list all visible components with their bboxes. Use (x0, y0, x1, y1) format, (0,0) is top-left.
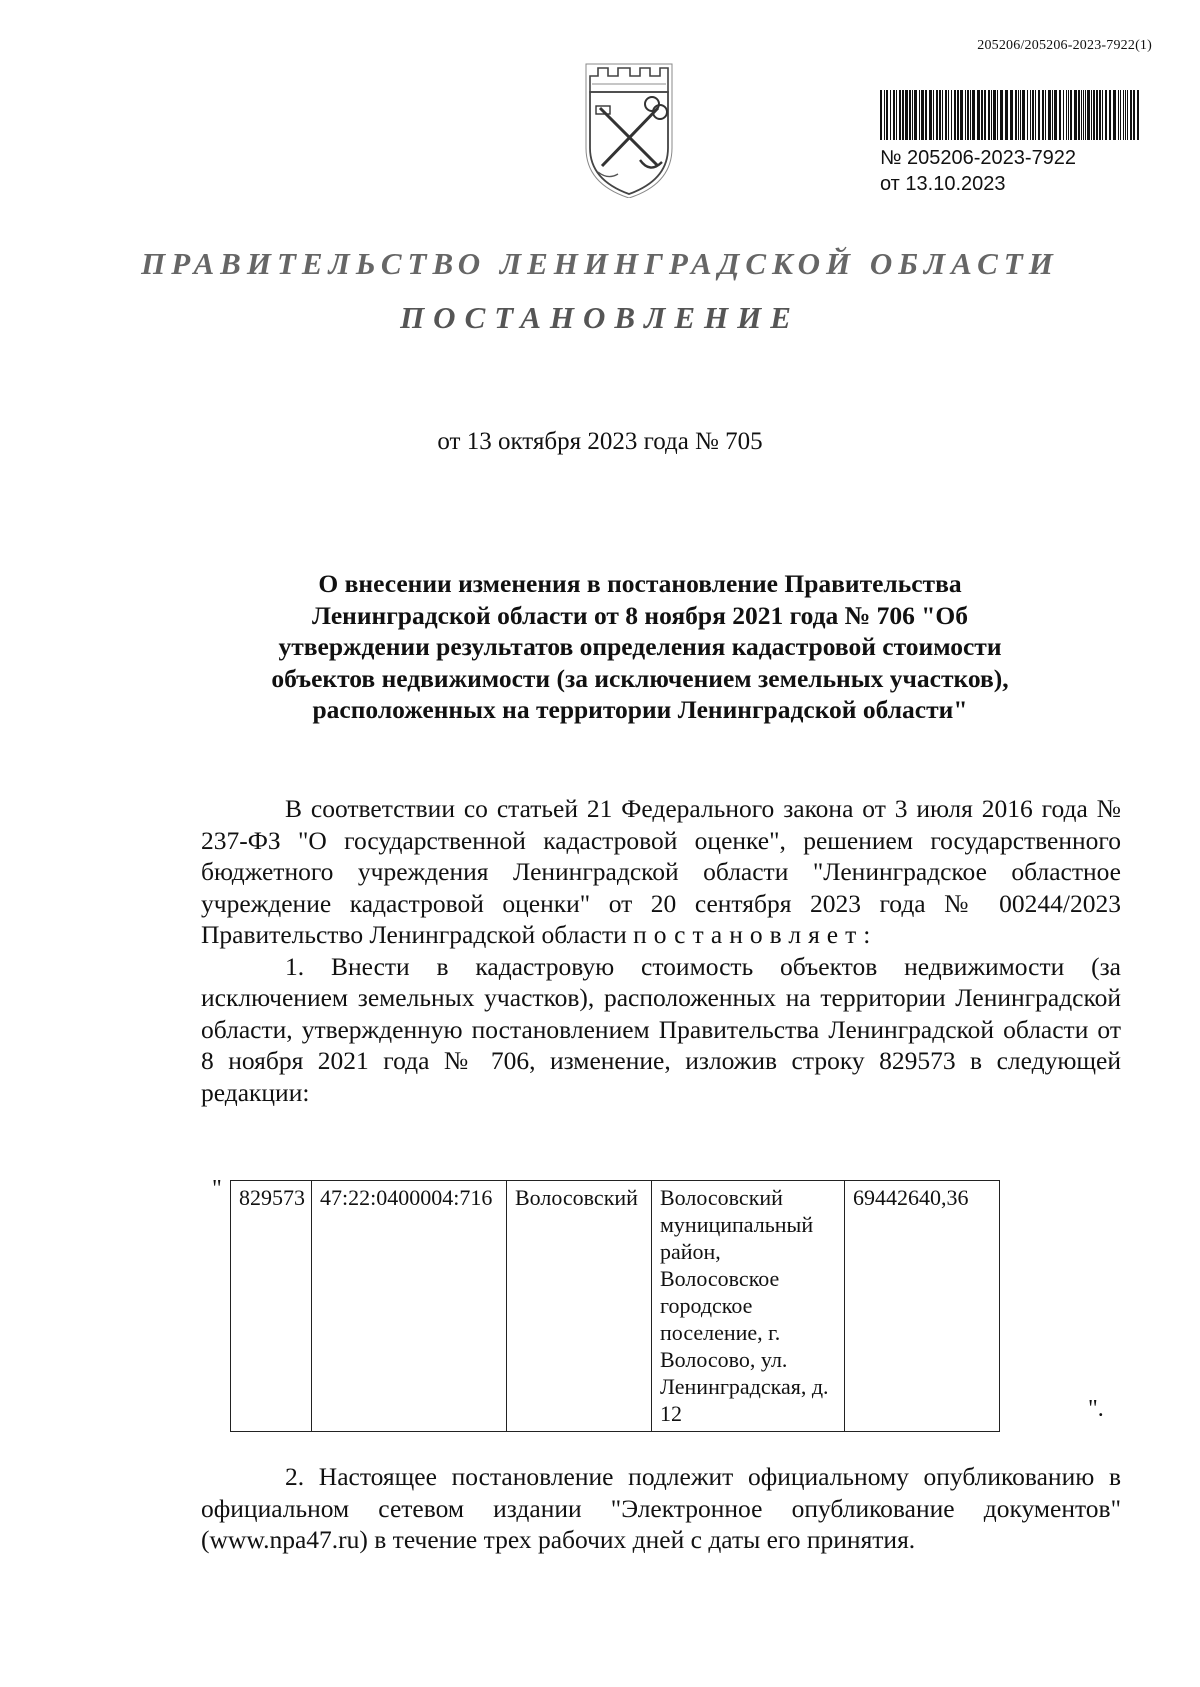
barcode-bar (1022, 90, 1025, 140)
barcode-bar (936, 90, 938, 140)
barcode-bar (1125, 90, 1126, 140)
barcode-bar (899, 90, 901, 140)
barcode-bar (1015, 90, 1017, 140)
barcode (880, 90, 1142, 140)
barcode-bar (1054, 90, 1057, 140)
barcode-bar (957, 90, 959, 140)
barcode-bar (1085, 90, 1086, 140)
registration-number: № 205206-2023-7922 (880, 147, 1077, 169)
barcode-bar (954, 90, 956, 140)
address-cell: Волосовский муниципальный район, Волосовское городское поселение, г. Волосово, ул. Ленинградская, д. 12 (652, 1181, 845, 1432)
barcode-bar (981, 90, 983, 140)
preamble-verb: постановляет: (633, 920, 878, 949)
barcode-bar (977, 90, 980, 140)
barcode-bar (1070, 90, 1072, 140)
barcode-bar (945, 90, 947, 140)
barcode-bar (1042, 90, 1044, 140)
barcode-bar (997, 90, 998, 140)
barcode-bar (1066, 90, 1067, 140)
barcode-bar (921, 90, 924, 140)
barcode-bar (1133, 90, 1135, 140)
barcode-bar (1127, 90, 1128, 140)
barcode-bars (880, 90, 1142, 140)
barcode-bar (972, 90, 975, 140)
barcode-bar (886, 90, 888, 140)
barcode-bar (925, 90, 927, 140)
barcode-bar (929, 90, 932, 140)
barcode-bar (984, 90, 986, 140)
preamble (201, 793, 1121, 951)
barcode-bar (1130, 90, 1132, 140)
barcode-bar (988, 90, 990, 140)
barcode-bar (909, 90, 911, 140)
barcode-bar (1093, 90, 1095, 140)
decree-title: О внесении изменения в постановление Правительства Ленинградской области от 8 ноября 2021 года № 706 "Об утверждении результатов определения кадастровой стоимости объектов недвижимости (за исключением земельных участков), расположенных на территории Ленинградской области" (271, 569, 1009, 724)
barcode-bar (1045, 90, 1046, 140)
coat-of-arms-icon (578, 62, 680, 198)
item-2-block (201, 1461, 1121, 1556)
barcode-bar (1078, 90, 1080, 140)
barcode-bar (1020, 90, 1021, 140)
barcode-bar (884, 90, 885, 140)
barcode-bar (967, 90, 969, 140)
barcode-bar (914, 90, 917, 140)
barcode-bar (905, 90, 908, 140)
barcode-bar (1027, 90, 1028, 140)
barcode-bar (1030, 90, 1031, 140)
barcode-bar (1035, 90, 1036, 140)
barcode-bar (951, 90, 952, 140)
barcode-bar (1018, 90, 1019, 140)
barcode-bar (1105, 90, 1107, 140)
barcode-bar (1074, 90, 1077, 140)
amendment-table-block (201, 1180, 1121, 1426)
barcode-bar (1113, 90, 1116, 140)
barcode-bar (991, 90, 992, 140)
row-number-cell: 829573 (231, 1181, 312, 1432)
barcode-bar (1052, 90, 1053, 140)
cadastral-value-cell: 69442640,36 (845, 1181, 1000, 1432)
barcode-bar (1005, 90, 1008, 140)
barcode-bar (1000, 90, 1003, 140)
barcode-bar (1059, 90, 1061, 140)
item-1: 1. Внести в кадастровую стоимость объектов недвижимости (за исключением земельных участков), расположенных на территории Ленинградской области, утвержденную постановлением Правительства Ленинградской области от 8 ноября 2021 года № 706, изменение, изложив строку 829573 в следующей редакции: (201, 951, 1121, 1107)
barcode-bar (1096, 90, 1098, 140)
barcode-bar (993, 90, 996, 140)
barcode-bar (880, 90, 882, 140)
barcode-bar (1010, 90, 1013, 140)
barcode-bar (1137, 90, 1139, 140)
barcode-bar (1038, 90, 1040, 140)
barcode-bar (1083, 90, 1084, 140)
barcode-bar (1068, 90, 1069, 140)
document-type: ПОСТАНОВЛЕНИЕ (400, 300, 800, 335)
barcode-bar (1091, 90, 1092, 140)
barcode-bar (919, 90, 920, 140)
barcode-bar (1120, 90, 1121, 140)
barcode-bar (912, 90, 913, 140)
barcode-bar (1048, 90, 1051, 140)
table-row (231, 1181, 1000, 1432)
barcode-bar (890, 90, 891, 140)
barcode-bar (965, 90, 966, 140)
barcode-bar (1032, 90, 1034, 140)
item-2: 2. Настоящее постановление подлежит официальному опубликованию в официальном сетевом издании "Электронное опубликование документов" (www.npa47.ru) в течение трех рабочих дней с даты его принятия. (201, 1462, 1121, 1554)
barcode-bar (896, 90, 897, 140)
decree-date-number: от 13 октября 2023 года № 705 (437, 428, 763, 455)
barcode-bar (1109, 90, 1111, 140)
barcode-bar (1102, 90, 1103, 140)
barcode-bar (1118, 90, 1119, 140)
barcode-bar (939, 90, 941, 140)
registration-date: от 13.10.2023 (880, 173, 1006, 195)
barcode-bar (1081, 90, 1082, 140)
document-reference-number: 205206/205206-2023-7922(1) (977, 38, 1152, 53)
barcode-bar (970, 90, 971, 140)
barcode-bar (1123, 90, 1124, 140)
registration-stamp (880, 145, 1076, 197)
barcode-bar (1099, 90, 1101, 140)
decree-body (201, 793, 1121, 1108)
close-quote: ". (1088, 1396, 1104, 1422)
barcode-bar (948, 90, 949, 140)
district-cell: Волосовский (507, 1181, 652, 1432)
barcode-bar (893, 90, 895, 140)
amendment-table (230, 1180, 1000, 1432)
preamble-text: В соответствии со статьей 21 Федерального закона от 3 июля 2016 года № 237-ФЗ "О государственной кадастровой оценке", решением государственного бюджетного учреждения Ленинградской области "Ленинградское областное учреждение кадастровой оценки" от 20 сентября 2023 года № 00244/2023 Правительство Ленинградской области (201, 794, 1121, 949)
issuing-authority: ПРАВИТЕЛЬСТВО ЛЕНИНГРАДСКОЙ ОБЛАСТИ (141, 246, 1059, 281)
barcode-bar (902, 90, 904, 140)
barcode-bar (1063, 90, 1064, 140)
barcode-bar (1087, 90, 1090, 140)
cadastral-number-cell: 47:22:0400004:716 (312, 1181, 507, 1432)
barcode-bar (942, 90, 943, 140)
barcode-bar (960, 90, 963, 140)
open-quote: " (212, 1176, 222, 1202)
barcode-bar (933, 90, 934, 140)
